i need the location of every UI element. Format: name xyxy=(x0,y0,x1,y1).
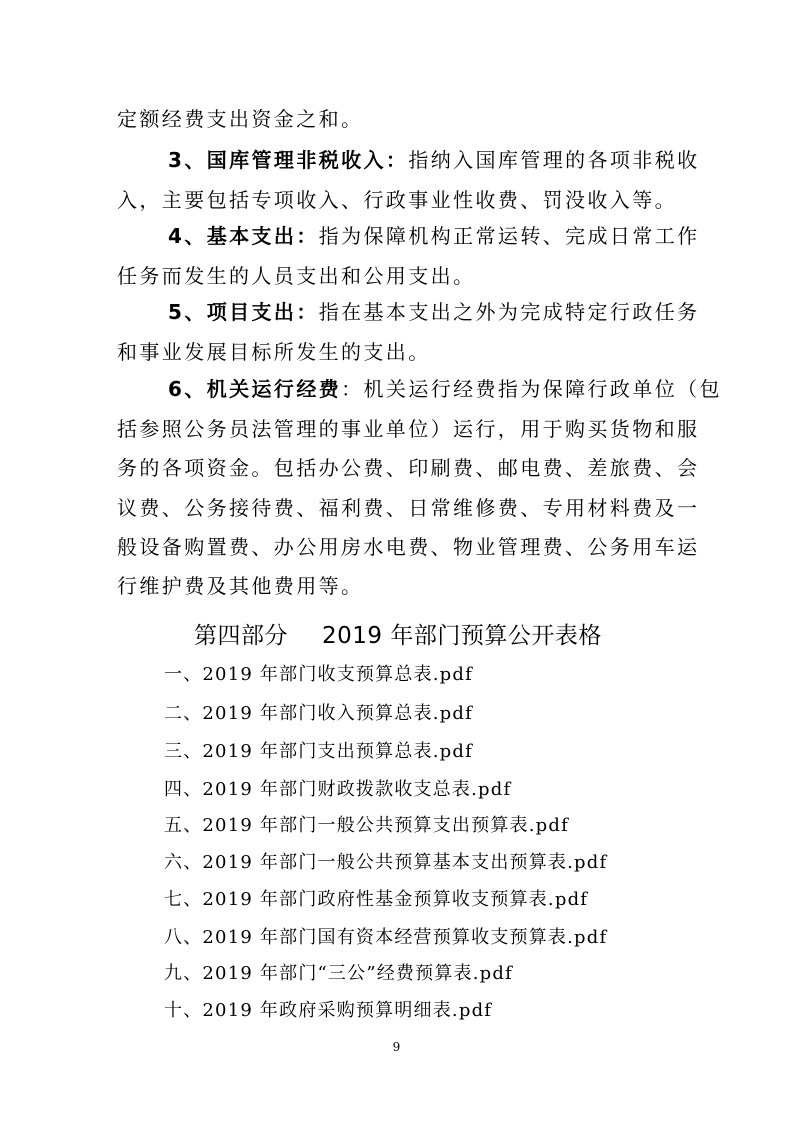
file-link-list-item[interactable]: 一、2019 年部门收支预算总表.pdf xyxy=(164,664,473,685)
file-link-list-item[interactable]: 六、2019 年部门一般公共预算基本支出预算表.pdf xyxy=(164,852,608,873)
term-label: 5、项目支出： xyxy=(168,300,319,324)
term-label: 3、国库管理非税收入： xyxy=(168,148,409,172)
section-title: 2019 年部门预算公开表格 xyxy=(322,623,602,649)
paragraph-line: 括参照公务员法管理的事业单位）运行，用于购买货物和服 xyxy=(117,417,700,441)
file-link-list-item[interactable]: 二、2019 年部门收入预算总表.pdf xyxy=(164,703,473,724)
page-number: 9 xyxy=(392,1040,401,1054)
section-heading xyxy=(194,622,602,650)
paragraph-line: 5、项目支出：指在基本支出之外为完成特定行政任务 xyxy=(168,300,700,324)
paragraph-line: 定额经费支出资金之和。 xyxy=(117,107,364,131)
paragraph-line: 行维护费及其他费用等。 xyxy=(117,574,364,598)
file-link-list-item[interactable]: 四、2019 年部门财政拨款收支总表.pdf xyxy=(164,779,512,800)
file-link-list-item[interactable]: 三、2019 年部门支出预算总表.pdf xyxy=(164,741,473,762)
term-label: 4、基本支出： xyxy=(168,224,319,248)
paragraph-line: 务的各项资金。包括办公费、印刷费、邮电费、差旅费、会 xyxy=(117,456,700,480)
section-part: 第四部分 xyxy=(194,623,288,649)
file-link-list-item[interactable]: 五、2019 年部门一般公共预算支出预算表.pdf xyxy=(164,815,569,836)
paragraph-line: 任务而发生的人员支出和公用支出。 xyxy=(117,264,476,288)
paragraph-line: 6、机关运行经费：机关运行经费指为保障行政单位（包 xyxy=(168,377,722,401)
file-link-list-item[interactable]: 八、2019 年部门国有资本经营预算收支预算表.pdf xyxy=(164,927,608,948)
paragraph-line: 议费、公务接待费、福利费、日常维修费、专用材料费及一 xyxy=(117,496,700,520)
paragraph-line: 般设备购置费、办公用房水电费、物业管理费、公务用车运 xyxy=(117,535,700,559)
paragraph-line: 4、基本支出：指为保障机构正常运转、完成日常工作 xyxy=(168,224,700,248)
paragraph-line: 3、国库管理非税收入：指纳入国库管理的各项非税收 xyxy=(168,148,700,172)
term-label: 6、机关运行经费 xyxy=(168,377,342,401)
paragraph-line: 入，主要包括专项收入、行政事业性收费、罚没收入等。 xyxy=(117,188,677,212)
file-link-list-item[interactable]: 十、2019 年政府采购预算明细表.pdf xyxy=(164,1000,493,1021)
file-link-list-item[interactable]: 九、2019 年部门“三公”经费预算表.pdf xyxy=(164,963,513,984)
file-link-list-item[interactable]: 七、2019 年部门政府性基金预算收支预算表.pdf xyxy=(164,889,589,910)
paragraph-line: 和事业发展目标所发生的支出。 xyxy=(117,340,431,364)
